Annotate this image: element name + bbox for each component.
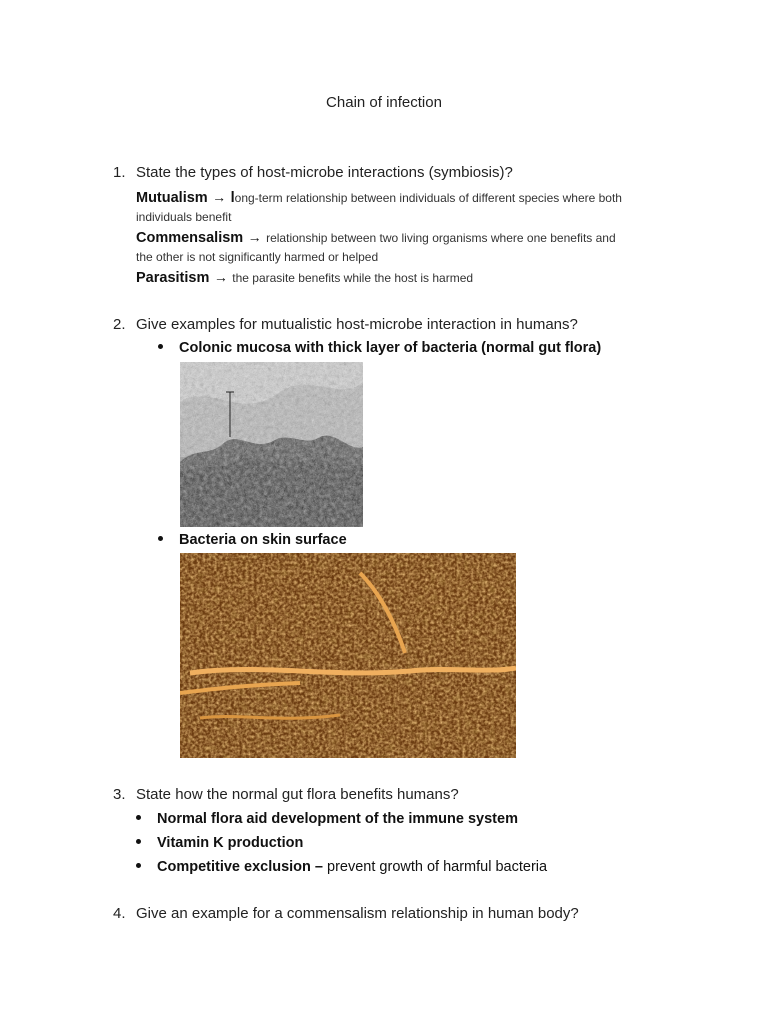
colonic-mucosa-image — [180, 362, 363, 527]
question-1-number: 1. — [113, 164, 126, 181]
bullet-text-rest: prevent growth of harmful bacteria — [323, 859, 548, 875]
question-1 — [0, 164, 768, 184]
bullet-text: Colonic mucosa with thick layer of bacteria (normal gut flora) — [179, 340, 602, 356]
parasitism-definition — [136, 269, 473, 287]
parasitism-term: Parasitism — [136, 270, 210, 286]
bullet-icon — [158, 536, 163, 541]
bullet-text: Bacteria on skin surface — [179, 532, 347, 548]
list-item — [136, 835, 303, 851]
parasitism-def: the parasite benefits while the host is harmed — [232, 271, 474, 285]
question-1-text: State the types of host-microbe interactions (symbiosis)? — [136, 164, 513, 181]
arrow-icon: → — [247, 229, 262, 245]
question-2-number: 2. — [113, 316, 126, 333]
list-item — [136, 859, 547, 875]
skin-bacteria-image — [180, 553, 516, 758]
list-item — [136, 811, 518, 827]
page-title: Chain of infection — [326, 94, 442, 111]
list-item — [158, 532, 347, 548]
bullet-text: Normal flora aid development of the immune system — [157, 811, 518, 827]
mutualism-def-line1: ong-term relationship between individuals of different species where both — [234, 191, 622, 205]
colonic-mucosa-graphic — [180, 362, 363, 527]
arrow-icon: → — [213, 269, 228, 285]
mutualism-definition — [136, 189, 622, 207]
mutualism-def-first-letter: l — [230, 190, 235, 206]
question-3-text: State how the normal gut flora benefits humans? — [136, 786, 459, 803]
commensalism-definition — [136, 229, 616, 247]
bullet-icon — [158, 344, 163, 349]
commensalism-term: Commensalism — [136, 230, 244, 246]
bullet-icon — [136, 839, 141, 844]
mutualism-term: Mutualism — [136, 190, 208, 206]
question-4-number: 4. — [113, 905, 126, 922]
commensalism-def-line1: relationship between two living organisms where one benefits and — [266, 231, 616, 245]
question-2 — [0, 316, 768, 336]
question-2-text: Give examples for mutualistic host-microbe interaction in humans? — [136, 316, 578, 333]
bullet-text-bold: Competitive exclusion – — [157, 859, 323, 875]
bullet-text: Vitamin K production — [157, 835, 304, 851]
question-3-number: 3. — [113, 786, 126, 803]
bullet-icon — [136, 815, 141, 820]
commensalism-def-line2: the other is not significantly harmed or helped — [136, 250, 379, 264]
question-4 — [0, 905, 768, 925]
skin-bacteria-graphic — [180, 553, 516, 758]
list-item — [158, 340, 601, 356]
question-4-text: Give an example for a commensalism relationship in human body? — [136, 905, 579, 922]
bullet-icon — [136, 863, 141, 868]
arrow-icon: → — [212, 189, 227, 205]
question-3 — [0, 786, 768, 806]
mutualism-def-line2: individuals benefit — [136, 210, 232, 224]
